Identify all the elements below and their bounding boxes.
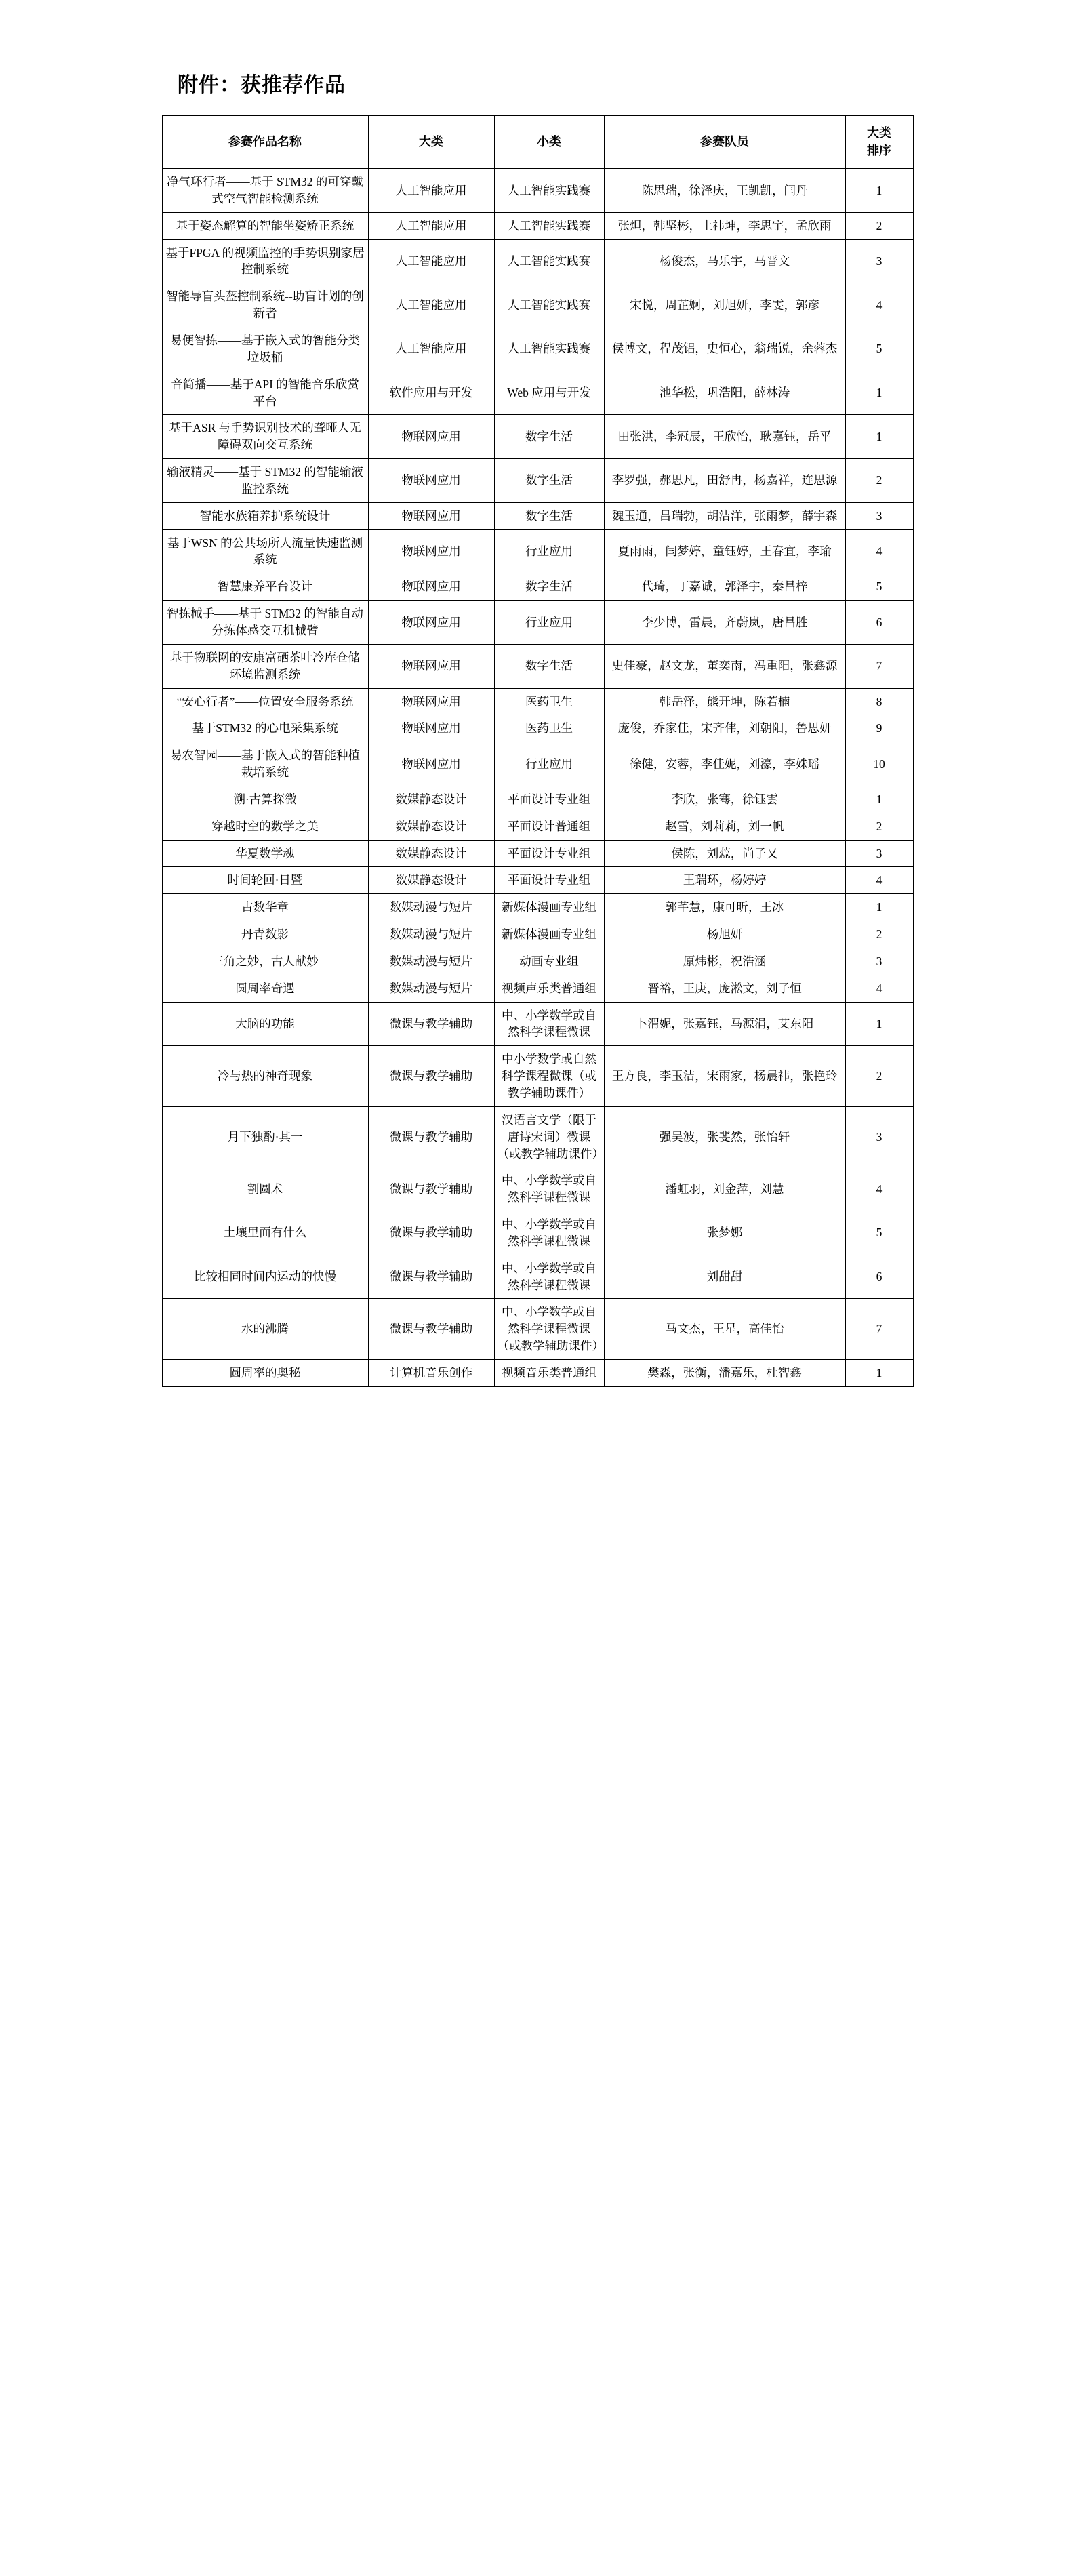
minor-category-cell: 动画专业组	[494, 948, 604, 975]
minor-category-cell: 数字生活	[494, 459, 604, 503]
table-row	[162, 502, 913, 529]
table-row	[162, 813, 913, 840]
team-members-cell: 樊淼，张衡，潘嘉乐，杜智鑫	[604, 1359, 845, 1386]
work-name-cell: 丹青数影	[162, 921, 368, 948]
minor-category-cell: 中、小学数学或自然科学课程微课	[494, 1002, 604, 1046]
team-members-cell: 韩岳泽，熊开坤，陈若楠	[604, 688, 845, 715]
work-name-cell: 智能水族箱养护系统设计	[162, 502, 368, 529]
rank-cell: 1	[845, 371, 913, 415]
team-members-cell: 张炟，韩坚彬，土祎坤，李思宇，孟欣雨	[604, 212, 845, 239]
work-name-cell: 智慧康养平台设计	[162, 573, 368, 601]
minor-category-cell: 平面设计专业组	[494, 840, 604, 867]
minor-category-cell: 平面设计专业组	[494, 786, 604, 813]
major-category-cell: 微课与教学辅助	[368, 1106, 494, 1167]
table-row	[162, 921, 913, 948]
team-members-cell: 杨旭妍	[604, 921, 845, 948]
team-members-cell: 代琦，丁嘉诚，郭泽宇，秦昌梓	[604, 573, 845, 601]
work-name-cell: 古数华章	[162, 894, 368, 921]
minor-category-cell: 医药卫生	[494, 715, 604, 742]
work-name-cell: 基于FPGA 的视频监控的手势识别家居控制系统	[162, 239, 368, 283]
table-row	[162, 1359, 913, 1386]
work-name-cell: 穿越时空的数学之美	[162, 813, 368, 840]
major-category-cell: 人工智能应用	[368, 283, 494, 327]
minor-category-cell: 平面设计专业组	[494, 867, 604, 894]
work-name-cell: 音简播——基于API 的智能音乐欣赏平台	[162, 371, 368, 415]
rank-cell: 2	[845, 212, 913, 239]
table-row	[162, 529, 913, 573]
major-category-cell: 物联网应用	[368, 644, 494, 688]
major-category-cell: 物联网应用	[368, 529, 494, 573]
team-members-cell: 郭芊慧，康可昕，王冰	[604, 894, 845, 921]
work-name-cell: 溯·古算探微	[162, 786, 368, 813]
column-header-rank-line1: 大类	[867, 126, 891, 140]
rank-cell: 4	[845, 283, 913, 327]
column-header-rank	[845, 116, 913, 169]
rank-cell: 1	[845, 786, 913, 813]
table-row	[162, 742, 913, 786]
team-members-cell: 潘虹羽，刘金萍，刘慧	[604, 1167, 845, 1211]
team-members-cell: 李罗强，郝思凡，田舒冉，杨嘉祥，连思源	[604, 459, 845, 503]
minor-category-cell: Web 应用与开发	[494, 371, 604, 415]
major-category-cell: 物联网应用	[368, 573, 494, 601]
table-row	[162, 1106, 913, 1167]
rank-cell: 2	[845, 921, 913, 948]
rank-cell: 4	[845, 529, 913, 573]
team-members-cell: 强吴波，张斐然，张怡轩	[604, 1106, 845, 1167]
work-name-cell: 输液精灵——基于 STM32 的智能输液监控系统	[162, 459, 368, 503]
minor-category-cell: 人工智能实践赛	[494, 283, 604, 327]
minor-category-cell: 数字生活	[494, 573, 604, 601]
table-row	[162, 239, 913, 283]
minor-category-cell: 中、小学数学或自然科学课程微课	[494, 1255, 604, 1299]
team-members-cell: 王瑞环，杨婷婷	[604, 867, 845, 894]
minor-category-cell: 医药卫生	[494, 688, 604, 715]
major-category-cell: 人工智能应用	[368, 169, 494, 213]
team-members-cell: 张梦娜	[604, 1211, 845, 1255]
work-name-cell: 三角之妙，古人献妙	[162, 948, 368, 975]
major-category-cell: 人工智能应用	[368, 327, 494, 371]
rank-cell: 3	[845, 840, 913, 867]
team-members-cell: 池华松，巩浩阳，薛林涛	[604, 371, 845, 415]
minor-category-cell: 新媒体漫画专业组	[494, 894, 604, 921]
rank-cell: 3	[845, 948, 913, 975]
major-category-cell: 物联网应用	[368, 715, 494, 742]
minor-category-cell: 数字生活	[494, 644, 604, 688]
table-row	[162, 715, 913, 742]
table-row	[162, 975, 913, 1002]
minor-category-cell: 行业应用	[494, 529, 604, 573]
team-members-cell: 赵雪，刘莉莉，刘一帆	[604, 813, 845, 840]
rank-cell: 6	[845, 1255, 913, 1299]
major-category-cell: 微课与教学辅助	[368, 1002, 494, 1046]
work-name-cell: 基于物联网的安康富硒茶叶冷库仓储环境监测系统	[162, 644, 368, 688]
table-row	[162, 169, 913, 213]
rank-cell: 1	[845, 1002, 913, 1046]
major-category-cell: 物联网应用	[368, 459, 494, 503]
team-members-cell: 陈思瑞，徐泽庆，王凯凯，闫丹	[604, 169, 845, 213]
rank-cell: 3	[845, 239, 913, 283]
major-category-cell: 人工智能应用	[368, 212, 494, 239]
minor-category-cell: 人工智能实践赛	[494, 327, 604, 371]
major-category-cell: 软件应用与开发	[368, 371, 494, 415]
rank-cell: 9	[845, 715, 913, 742]
column-header-major: 大类	[368, 116, 494, 169]
column-header-rank-line2: 排序	[867, 143, 891, 157]
work-name-cell: 大脑的功能	[162, 1002, 368, 1046]
major-category-cell: 物联网应用	[368, 688, 494, 715]
table-row	[162, 1002, 913, 1046]
minor-category-cell: 人工智能实践赛	[494, 169, 604, 213]
table-row	[162, 894, 913, 921]
table-header-row	[162, 116, 913, 169]
minor-category-cell: 视频音乐类普通组	[494, 1359, 604, 1386]
work-name-cell: 净气环行者——基于 STM32 的可穿戴式空气智能检测系统	[162, 169, 368, 213]
major-category-cell: 数媒动漫与短片	[368, 948, 494, 975]
major-category-cell: 微课与教学辅助	[368, 1211, 494, 1255]
table-row	[162, 459, 913, 503]
table-body	[162, 169, 913, 1387]
table-row	[162, 644, 913, 688]
table-row	[162, 1255, 913, 1299]
work-name-cell: “安心行者”——位置安全服务系统	[162, 688, 368, 715]
work-name-cell: 智能导盲头盔控制系统--助盲计划的创新者	[162, 283, 368, 327]
work-name-cell: 土壤里面有什么	[162, 1211, 368, 1255]
work-name-cell: 基于STM32 的心电采集系统	[162, 715, 368, 742]
major-category-cell: 微课与教学辅助	[368, 1046, 494, 1107]
work-name-cell: 时间轮回·日暨	[162, 867, 368, 894]
work-name-cell: 基于姿态解算的智能坐姿矫正系统	[162, 212, 368, 239]
rank-cell: 1	[845, 415, 913, 459]
minor-category-cell: 中小学数学或自然科学课程微课（或教学辅助课件）	[494, 1046, 604, 1107]
minor-category-cell: 中、小学数学或自然科学课程微课	[494, 1211, 604, 1255]
work-name-cell: 易便智拣——基于嵌入式的智能分类垃圾桶	[162, 327, 368, 371]
minor-category-cell: 新媒体漫画专业组	[494, 921, 604, 948]
minor-category-cell: 中、小学数学或自然科学课程微课（或教学辅助课件）	[494, 1299, 604, 1360]
minor-category-cell: 视频声乐类普通组	[494, 975, 604, 1002]
team-members-cell: 夏雨雨，闫梦婷，童钰婷，王春宜，李瑜	[604, 529, 845, 573]
table-row	[162, 1167, 913, 1211]
work-name-cell: 基于ASR 与手势识别技术的聋哑人无障碍双向交互系统	[162, 415, 368, 459]
team-members-cell: 王方良，李玉洁，宋雨家，杨晨祎，张艳玲	[604, 1046, 845, 1107]
minor-category-cell: 数字生活	[494, 502, 604, 529]
team-members-cell: 宋悦，周芷婀，刘旭妍，李雯，郭彦	[604, 283, 845, 327]
table-row	[162, 573, 913, 601]
minor-category-cell: 行业应用	[494, 601, 604, 645]
work-name-cell: 水的沸腾	[162, 1299, 368, 1360]
team-members-cell: 庞俊，乔家佳，宋齐伟，刘朝阳，鲁思妍	[604, 715, 845, 742]
rank-cell: 4	[845, 867, 913, 894]
table-row	[162, 1299, 913, 1360]
table-row	[162, 327, 913, 371]
team-members-cell: 李少博，雷晨，齐蔚岚，唐昌胜	[604, 601, 845, 645]
work-name-cell: 易农智园——基于嵌入式的智能种植栽培系统	[162, 742, 368, 786]
team-members-cell: 李欣，张骞，徐钰雲	[604, 786, 845, 813]
major-category-cell: 计算机音乐创作	[368, 1359, 494, 1386]
team-members-cell: 田张洪，李冠辰，王欣怡，耿嘉钰，岳平	[604, 415, 845, 459]
rank-cell: 7	[845, 644, 913, 688]
rank-cell: 3	[845, 1106, 913, 1167]
major-category-cell: 数媒动漫与短片	[368, 894, 494, 921]
work-name-cell: 比较相同时间内运动的快慢	[162, 1255, 368, 1299]
table-row	[162, 283, 913, 327]
work-name-cell: 华夏数学魂	[162, 840, 368, 867]
rank-cell: 1	[845, 894, 913, 921]
team-members-cell: 侯博文，程茂铝，史恒心，翁瑞锐，余蓉杰	[604, 327, 845, 371]
team-members-cell: 刘甜甜	[604, 1255, 845, 1299]
rank-cell: 10	[845, 742, 913, 786]
rank-cell: 5	[845, 1211, 913, 1255]
rank-cell: 6	[845, 601, 913, 645]
minor-category-cell: 人工智能实践赛	[494, 212, 604, 239]
major-category-cell: 微课与教学辅助	[368, 1167, 494, 1211]
major-category-cell: 数媒静态设计	[368, 867, 494, 894]
table-row	[162, 867, 913, 894]
major-category-cell: 数媒静态设计	[368, 840, 494, 867]
team-members-cell: 原炜彬，祝浩涵	[604, 948, 845, 975]
rank-cell: 3	[845, 502, 913, 529]
work-name-cell: 割圆术	[162, 1167, 368, 1211]
team-members-cell: 侯陈，刘蕊，尚子又	[604, 840, 845, 867]
table-row	[162, 415, 913, 459]
minor-category-cell: 行业应用	[494, 742, 604, 786]
team-members-cell: 晋裕，王庚，庞淞文，刘子恒	[604, 975, 845, 1002]
major-category-cell: 物联网应用	[368, 502, 494, 529]
work-name-cell: 月下独酌·其一	[162, 1106, 368, 1167]
major-category-cell: 人工智能应用	[368, 239, 494, 283]
rank-cell: 1	[845, 169, 913, 213]
column-header-minor: 小类	[494, 116, 604, 169]
rank-cell: 2	[845, 459, 913, 503]
table-row	[162, 948, 913, 975]
rank-cell: 8	[845, 688, 913, 715]
team-members-cell: 史佳豪，赵文龙，董奕南，冯重阳，张鑫源	[604, 644, 845, 688]
major-category-cell: 物联网应用	[368, 742, 494, 786]
table-row	[162, 212, 913, 239]
team-members-cell: 魏玉通，吕瑞勃，胡洁洋，张雨梦，薛宇森	[604, 502, 845, 529]
table-row	[162, 688, 913, 715]
work-name-cell: 智拣械手——基于 STM32 的智能自动分拣体感交互机械臂	[162, 601, 368, 645]
rank-cell: 1	[845, 1359, 913, 1386]
team-members-cell: 杨俊杰，马乐宇，马晋文	[604, 239, 845, 283]
table-row	[162, 840, 913, 867]
team-members-cell: 卜渭妮，张嘉钰，马源涓，艾东阳	[604, 1002, 845, 1046]
work-name-cell: 基于WSN 的公共场所人流量快速监测系统	[162, 529, 368, 573]
page-title: 附件：获推荐作品	[178, 74, 346, 96]
table-row	[162, 1211, 913, 1255]
major-category-cell: 数媒静态设计	[368, 786, 494, 813]
team-members-cell: 马文杰，王星，高佳怡	[604, 1299, 845, 1360]
work-name-cell: 圆周率的奥秘	[162, 1359, 368, 1386]
recommended-works-table	[162, 115, 914, 1387]
major-category-cell: 数媒动漫与短片	[368, 921, 494, 948]
team-members-cell: 徐健，安蓉，李佳妮，刘濠，李姝瑶	[604, 742, 845, 786]
minor-category-cell: 人工智能实践赛	[494, 239, 604, 283]
column-header-team: 参赛队员	[604, 116, 845, 169]
minor-category-cell: 数字生活	[494, 415, 604, 459]
minor-category-cell: 平面设计普通组	[494, 813, 604, 840]
minor-category-cell: 中、小学数学或自然科学课程微课	[494, 1167, 604, 1211]
major-category-cell: 微课与教学辅助	[368, 1255, 494, 1299]
table-row	[162, 601, 913, 645]
rank-cell: 2	[845, 813, 913, 840]
rank-cell: 5	[845, 573, 913, 601]
table-row	[162, 371, 913, 415]
rank-cell: 5	[845, 327, 913, 371]
column-header-name: 参赛作品名称	[162, 116, 368, 169]
table-row	[162, 1046, 913, 1107]
minor-category-cell: 汉语言文学（限于唐诗宋词）微课（或教学辅助课件）	[494, 1106, 604, 1167]
work-name-cell: 冷与热的神奇现象	[162, 1046, 368, 1107]
major-category-cell: 物联网应用	[368, 415, 494, 459]
rank-cell: 4	[845, 975, 913, 1002]
table-row	[162, 786, 913, 813]
rank-cell: 4	[845, 1167, 913, 1211]
major-category-cell: 数媒静态设计	[368, 813, 494, 840]
major-category-cell: 微课与教学辅助	[368, 1299, 494, 1360]
rank-cell: 2	[845, 1046, 913, 1107]
major-category-cell: 数媒动漫与短片	[368, 975, 494, 1002]
major-category-cell: 物联网应用	[368, 601, 494, 645]
work-name-cell: 圆周率奇遇	[162, 975, 368, 1002]
rank-cell: 7	[845, 1299, 913, 1360]
